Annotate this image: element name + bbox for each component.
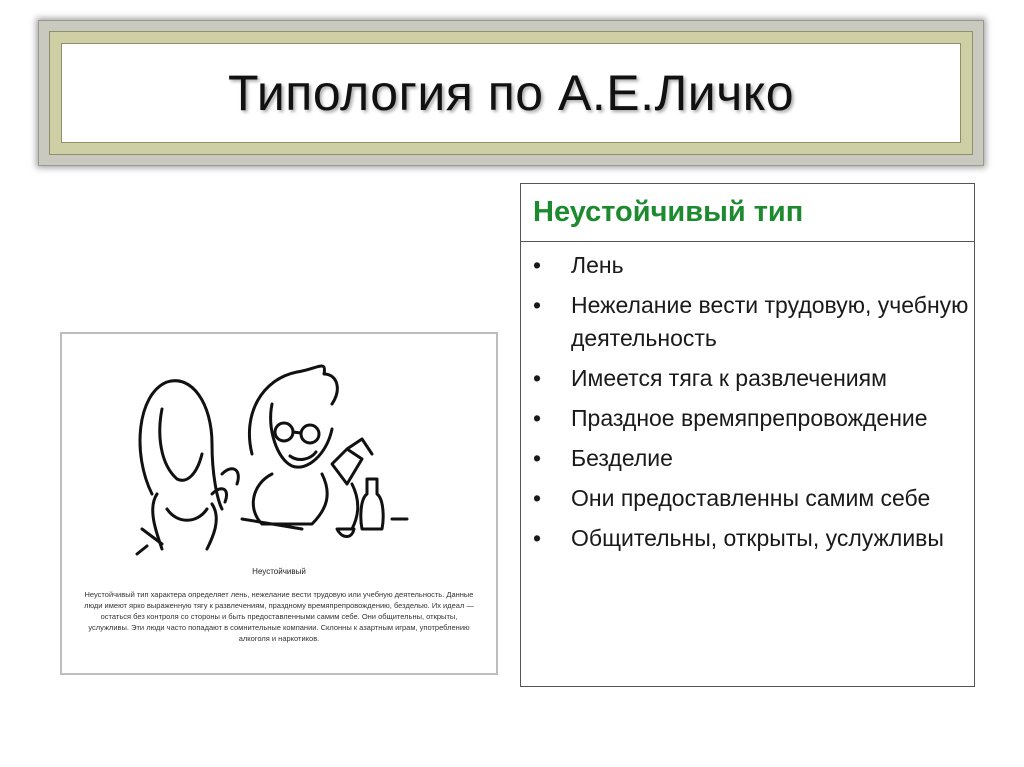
illustration-caption-body: Неустойчивый тип характера определяет лень, нежелание вести трудовую или учебную деятельность. Данные люди имеют ярко выраженную тягу к развлечениям, праздному времяпрепровождению, безделью. Их идеал — остаться без контроля со стороны и быть предоставленными самим себе. Они общительны, открыты, услужливы. Эти люди часто попадают в сомнительные компании. Склонны к азартным играм, употреблению алкоголя и наркотиков. bbox=[84, 590, 474, 643]
bullet: • bbox=[533, 252, 542, 278]
woman-hair bbox=[140, 381, 222, 509]
bullet: • bbox=[533, 405, 542, 431]
title-frame-inner bbox=[49, 31, 973, 155]
illustration-card bbox=[60, 332, 498, 675]
traits-table-title: Неустойчивый тип bbox=[533, 196, 804, 228]
bullet: • bbox=[533, 445, 542, 471]
man-hair bbox=[249, 366, 337, 454]
list-item: • Нежелание вести трудовую, учебную деятельность bbox=[533, 289, 974, 355]
slide-title: Типология по А.Е.Личко bbox=[227, 65, 795, 121]
list-item: • Общительны, открыты, услужливы bbox=[533, 522, 974, 555]
bottle bbox=[361, 479, 383, 529]
traits-table bbox=[520, 183, 975, 687]
title-frame bbox=[38, 20, 984, 166]
woman-face bbox=[160, 409, 202, 480]
illustration-caption-title: Неустойчивый bbox=[252, 567, 306, 576]
list-item: • Имеется тяга к развлечениям bbox=[533, 362, 974, 395]
traits-table-header bbox=[521, 184, 974, 242]
cards bbox=[332, 439, 372, 484]
cartoon-illustration bbox=[62, 334, 496, 564]
bullet: • bbox=[533, 365, 542, 391]
bullet: • bbox=[533, 292, 542, 318]
man-body bbox=[253, 474, 327, 524]
glass bbox=[337, 529, 354, 537]
list-item: • Праздное времяпрепровождение bbox=[533, 402, 974, 435]
list-item: • Лень bbox=[533, 249, 974, 282]
list-item: • Они предоставленны самим себе bbox=[533, 482, 974, 515]
bullet: • bbox=[533, 485, 542, 511]
list-item: • Безделие bbox=[533, 442, 974, 475]
title-box bbox=[61, 43, 961, 143]
traits-list bbox=[521, 249, 974, 555]
bullet: • bbox=[533, 525, 542, 551]
